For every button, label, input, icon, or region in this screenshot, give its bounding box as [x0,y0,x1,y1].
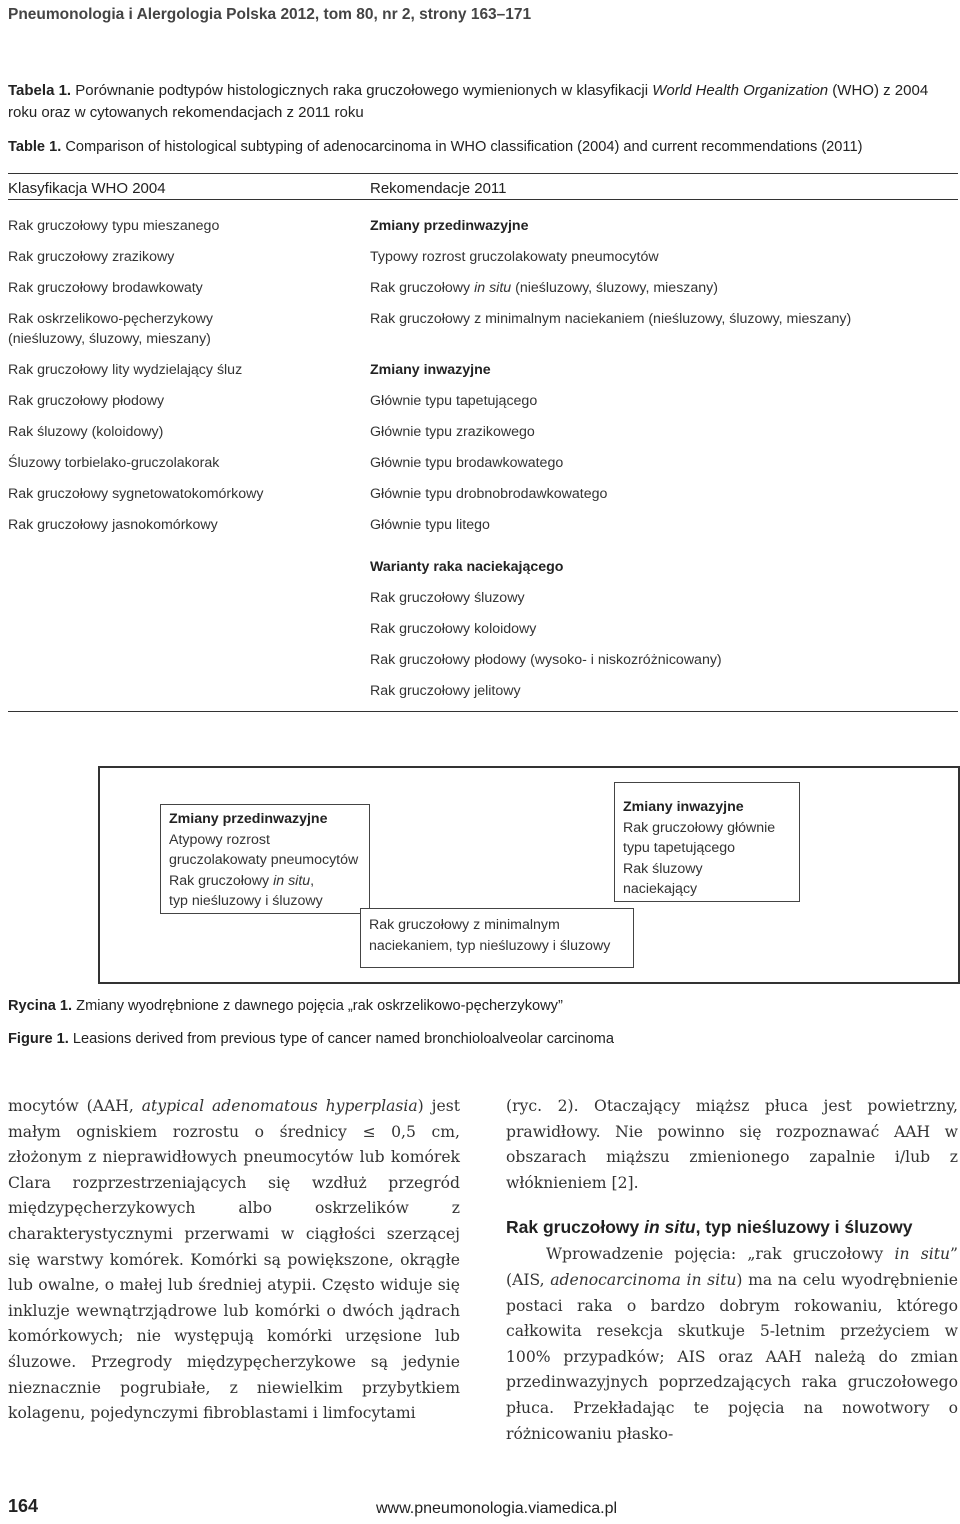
table-col1-row: Śluzowy torbielako-gruczolakorak [8,455,220,471]
body-text-italic: in situ [894,1245,950,1264]
section-heading-a: Rak gruczołowy [506,1217,645,1238]
table-col2-item-a: Rak gruczołowy [370,280,475,296]
figure-box-title: Zmiany inwazyjne [623,799,744,815]
figure-caption-en [8,1028,614,1050]
table-col2-item: Typowy rozrost gruczolakowaty pneumocytów [370,249,659,265]
table-caption-en-text: Comparison of histological subtyping of adenocarcinoma in WHO classification (2004) and current recommendations (2011) [61,139,863,155]
table-top-rule [8,173,958,174]
figure-box-line: Atypowy rozrost [169,831,270,848]
body-column-right [506,1094,958,1447]
section-heading-b: , typ nieśluzowy i śluzowy [695,1217,913,1238]
table-col2-section-heading: Zmiany inwazyjne [370,362,491,378]
body-paragraph [8,1094,460,1427]
figure-box-minimally-invasive [360,908,634,968]
table-col2-item: Głównie typu tapetującego [370,393,538,409]
table-col1-row: Rak oskrzelikowo-pęcherzykowy (nieśluzowy, śluzowy, mieszany) [8,311,213,347]
figure-frame [98,766,960,984]
body-paragraph: (ryc. 2). Otaczający miąższ płuca jest powietrzny, prawidłowy. Nie powinno się rozpoznawać AAH w obszarach miąższu zmienionego zapalnie i/lub z włóknieniem [2]. [506,1097,958,1192]
table-col1-row: Rak gruczołowy sygnetowatokomórkowy [8,486,264,502]
table-bottom-rule [8,711,958,712]
figure-box-line: naciekający [623,881,698,897]
table-caption-pl-text-a: Porównanie podtypów histologicznych raka gruczołowego wymienionych w klasyfikacji [71,82,653,99]
table-header-rule [8,199,958,200]
table-col2-item: Głównie typu brodawkowatego [370,455,564,471]
table-col1-row: Rak gruczołowy zrazikowy [8,249,175,265]
body-column-left [8,1094,460,1427]
figure-box-line: typu tapetującego [623,840,736,856]
page-number: 164 [8,1496,39,1516]
figure-box-title: Zmiany przedinwazyjne [169,811,328,827]
table-col1-row: Rak gruczołowy typu mieszanego [8,218,220,234]
table-col2-section-heading: Zmiany przedinwazyjne [370,218,529,234]
figure-box-line: gruczolakowaty pneumocytów [169,852,359,868]
body-text-a: Wprowadzenie pojęcia: „rak gruczołowy [546,1245,895,1264]
table-caption-en-label: Table 1. [8,139,62,155]
figure-box-line: Rak śluzowy [623,860,703,877]
body-text-b: ) jest małym ogniskiem rozrostu o średnicy ≤ 0,5 cm, złożonym z nieprawidłowych pneumocytów lub komórek Clara rozprzestrzeniających się wzdłuż przegród międzypęcherzykowych albo oskrzelików z charakterystycznymi przerwami w ciągłości szerzącej się warstwy komórek. Komórki są powiększone, okrągłe lub owalne, o małej lub średniej atypii. Często widuje się inkluzje wewnątrzjądrowe lub komórki o dwóch jądrach komórkowych; nie występują komórki urzęsione lub śluzowe. Przegrody międzypęcherzykowe są jedynie nieznacznie pogrubiałe, z niewielkim przybytkiem kolagenu, pojedynczymi fibroblastami i limfocytami [8,1097,460,1423]
figure-caption-en-label: Figure 1. [8,1031,69,1047]
table-col2-item-italic: in situ [474,280,512,296]
body-paragraph [506,1242,958,1447]
figure-box-line: typ nieśluzowy i śluzowy [169,893,323,909]
table-col2-header: Rekomendacje 2011 [370,180,507,197]
table-col2-item [370,278,718,298]
figure-box-line-b: , [310,872,315,889]
figure-box-line: naciekaniem, typ nieśluzowy i śluzowy [369,937,611,954]
figure-box-line: Rak gruczołowy głównie [623,819,776,836]
section-heading-italic: in situ [644,1217,696,1238]
table-caption-pl [8,80,953,124]
table-col1-row: Rak gruczołowy brodawkowaty [8,280,203,296]
table-caption-pl-italic: World Health Organization [652,82,829,99]
body-text-c: ) ma na celu wyodrębnienie postaci raka o bardzo dobrym rokowaniu, którego całkowita resekcja skutkuje 5-letnim przeżyciem w 100% przypadków; AIS oraz AAH należą do zmian przedinwazyjnych poprzedzających raka gruczołowego płuca. Przekładając te pojęcia na nowotwory o różnicowaniu płasko- [506,1270,958,1443]
table-col2-section-heading: Warianty raka naciekającego [370,559,564,575]
table-col1-row: Rak śluzowy (koloidowy) [8,424,164,440]
table-col1-row: Rak gruczołowy lity wydzielający śluz [8,362,243,378]
table-col1-row: Rak gruczołowy jasnokomórkowy [8,517,218,533]
body-text-italic: atypical adenomatous hyperplasia [141,1097,418,1115]
table-col2-item: Rak gruczołowy jelitowy [370,683,521,699]
figure-box-invasive [614,782,800,902]
table-col2-item-b: (nieśluzowy, śluzowy, mieszany) [511,280,718,296]
table-caption-pl-label: Tabela 1. [8,82,72,99]
body-text-a: mocytów (AAH, [8,1097,142,1115]
body-text-b: ” (AIS, [506,1245,958,1289]
figure-caption-pl-text: Zmiany wyodrębnione z dawnego pojęcia „rak oskrzelikowo-pęcherzykowy” [72,998,563,1014]
figure-caption-pl [8,995,563,1017]
figure-box-line: Rak gruczołowy z minimalnym [369,917,560,933]
footer-url[interactable]: www.pneumonologia.viamedica.pl [376,1500,618,1517]
figure-box-line-italic: in situ [273,872,311,889]
table-col1-row: Rak gruczołowy płodowy [8,393,165,409]
table-col2-item: Rak gruczołowy śluzowy [370,590,525,606]
running-head: Pneumonologia i Alergologia Polska 2012, tom 80, nr 2, strony 163–171 [8,6,532,23]
body-text-italic: adenocarcinoma in situ [550,1270,737,1289]
figure-box-preinvasive [160,804,370,914]
table-col1-header: Klasyfikacja WHO 2004 [8,180,166,197]
figure-box-line [169,871,361,892]
table-col2-item: Rak gruczołowy koloidowy [370,621,537,637]
figure-caption-en-text: Leasions derived from previous type of cancer named bronchioloalveolar carcinoma [68,1031,614,1047]
figure-caption-pl-label: Rycina 1. [8,998,73,1014]
table-caption-pl-text-b: (WHO) z 2004 roku oraz w cytowanych rekomendacjach z 2011 roku [8,82,929,121]
table-col2-item: Rak gruczołowy z minimalnym naciekaniem (nieśluzowy, śluzowy, mieszany) [370,311,852,327]
section-heading [506,1214,958,1240]
table-col2-item: Rak gruczołowy płodowy (wysoko- i niskozróżnicowany) [370,652,722,668]
table-col2-item: Głównie typu zrazikowego [370,424,535,440]
table-caption-en [8,136,958,158]
table-col2-item: Głównie typu litego [370,517,490,533]
figure-box-line-a: Rak gruczołowy [169,872,274,889]
table-col2-item: Głównie typu drobnobrodawkowatego [370,486,608,502]
